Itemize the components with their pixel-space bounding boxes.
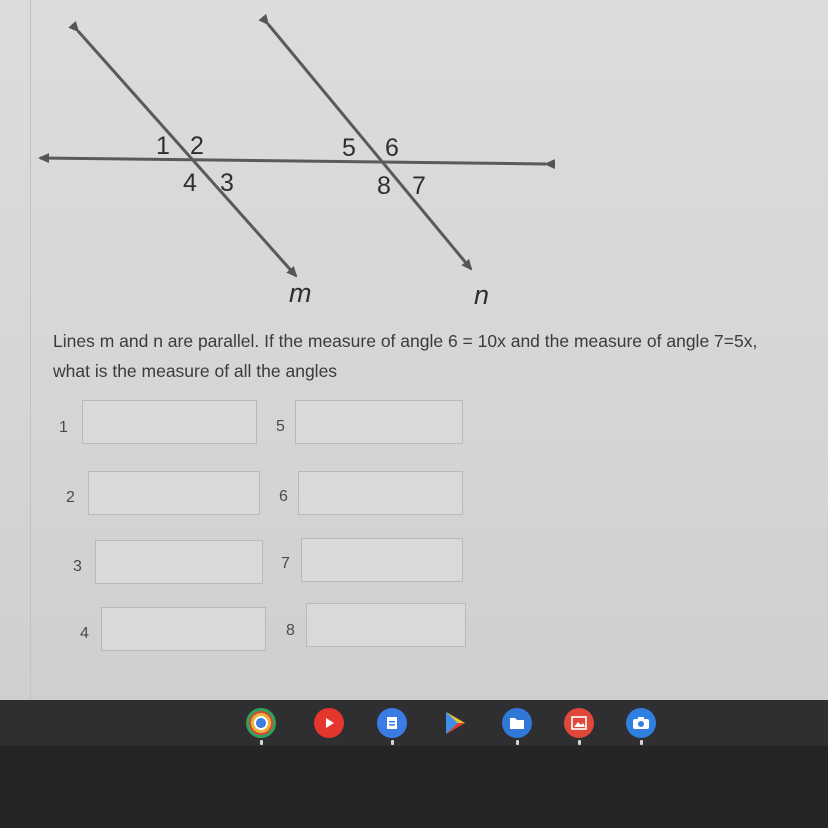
chrome-running-indicator (260, 740, 263, 745)
google-play-icon[interactable] (440, 708, 470, 738)
answer-label-6: 6 (279, 488, 288, 505)
angle-label-3: 3 (220, 169, 234, 197)
laptop-bezel (0, 746, 828, 828)
camera-glyph-icon (632, 716, 650, 730)
answer-label-2: 2 (66, 489, 75, 506)
play-triangle-icon (323, 717, 335, 729)
gallery-icon[interactable] (564, 708, 594, 738)
angle-7-input[interactable] (301, 538, 463, 582)
image-icon (571, 716, 587, 730)
answer-label-8: 8 (286, 622, 295, 639)
angle-6-input[interactable] (298, 471, 463, 515)
chromeos-shelf (0, 700, 828, 746)
folder-icon (509, 716, 525, 730)
angle-3-input[interactable] (95, 540, 263, 584)
angle-label-7: 7 (412, 172, 426, 200)
angle-label-2: 2 (190, 132, 204, 160)
files-running-indicator (516, 740, 519, 745)
angle-label-4: 4 (183, 169, 197, 197)
answer-label-5: 5 (276, 418, 285, 435)
youtube-icon[interactable] (314, 708, 344, 738)
angle-label-6: 6 (385, 134, 399, 162)
question-text: Lines m and n are parallel. If the measure of angle 6 = 10x and the measure of angle 7=5x, what is the measure of all the angles (53, 331, 758, 381)
docs-running-indicator (391, 740, 394, 745)
parallel-lines-diagram (0, 0, 828, 320)
camera-icon[interactable] (626, 708, 656, 738)
angle-5-input[interactable] (295, 400, 463, 444)
google-docs-icon[interactable] (377, 708, 407, 738)
angle-label-5: 5 (342, 134, 356, 162)
gallery-running-indicator (578, 740, 581, 745)
answer-label-7: 7 (281, 555, 290, 572)
answer-label-3: 3 (73, 558, 82, 575)
transversal-line (40, 158, 546, 164)
angle-1-input[interactable] (82, 400, 257, 444)
chrome-icon[interactable] (246, 708, 276, 738)
camera-running-indicator (640, 740, 643, 745)
answer-label-4: 4 (80, 625, 89, 642)
play-store-icon (441, 709, 469, 737)
line-n (268, 24, 471, 269)
line-label-n: n (474, 280, 490, 310)
document-icon (386, 716, 398, 730)
line-m (78, 31, 296, 276)
angle-8-input[interactable] (306, 603, 466, 647)
angle-2-input[interactable] (88, 471, 260, 515)
line-label-m: m (289, 278, 312, 308)
angle-4-input[interactable] (101, 607, 266, 651)
angle-label-1: 1 (156, 132, 170, 160)
angle-label-8: 8 (377, 172, 391, 200)
files-icon[interactable] (502, 708, 532, 738)
answer-label-1: 1 (59, 419, 68, 436)
